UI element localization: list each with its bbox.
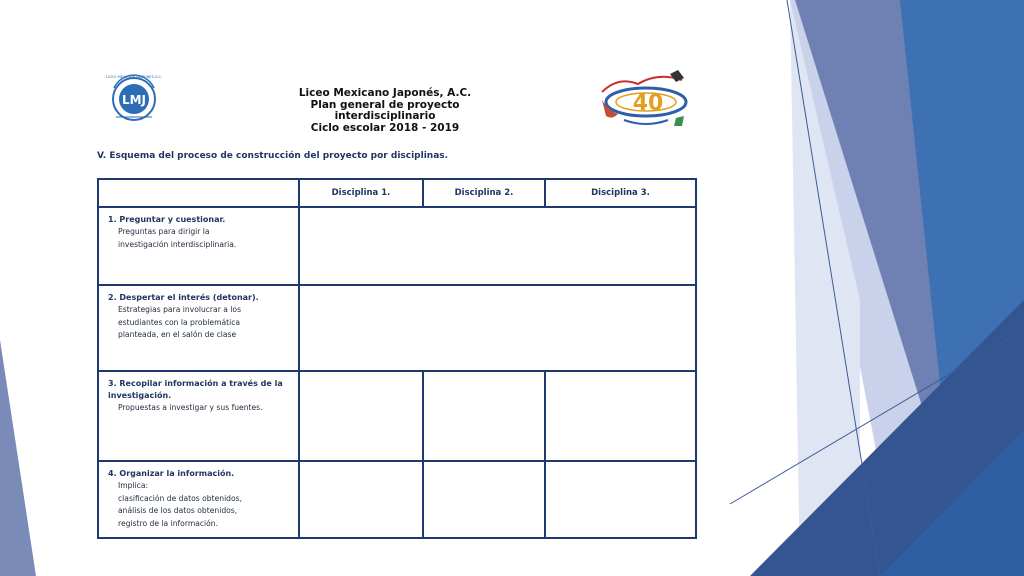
column-header: Disciplina 3.: [545, 179, 696, 207]
merged-input-cell[interactable]: [299, 285, 696, 371]
row-title: 2. Despertar el interés (detonar).: [108, 293, 259, 302]
institution-name: Liceo Mexicano Japonés, A.C.: [298, 87, 472, 99]
discipline-1-cell[interactable]: [299, 461, 423, 538]
row-label-cell: [98, 207, 299, 285]
row-detail: Implica: clasificación de datos obtenidos, análisis de los datos obtenidos, registro de la información.: [118, 481, 243, 528]
table-row: [98, 371, 696, 461]
merged-input-cell[interactable]: [299, 207, 696, 285]
liceo-logo: [106, 72, 162, 124]
discipline-3-cell[interactable]: [545, 371, 696, 461]
row-label-cell: [98, 461, 299, 538]
table-header-row: [98, 179, 696, 207]
row-detail: Propuestas a investigar y sus fuentes.: [118, 403, 263, 412]
logo-text: LICEO MEXICANO JAPONÉS A.C.: [106, 75, 162, 79]
logo-monogram: LMJ: [121, 93, 147, 107]
process-table: [97, 178, 697, 539]
discipline-2-cell[interactable]: [423, 371, 545, 461]
left-edge-shape: [0, 340, 36, 576]
discipline-1-cell[interactable]: [299, 371, 423, 461]
discipline-3-cell[interactable]: [545, 461, 696, 538]
row-detail: Estrategias para involucrar a los estudiantes con la problemática planteada, en el salón de clase: [118, 305, 242, 339]
row-title: 4. Organizar la información.: [108, 469, 235, 478]
column-header: Disciplina 1.: [299, 179, 423, 207]
row-title: 1. Preguntar y cuestionar.: [108, 215, 226, 224]
empty-corner-cell: [98, 179, 299, 207]
table-row: [98, 461, 696, 538]
table-row: [98, 207, 696, 285]
row-label-cell: [98, 371, 299, 461]
anniversary-logo: [598, 70, 694, 132]
document-header: [270, 88, 500, 134]
section-title: V. Esquema del proceso de construcción del proyecto por disciplinas.: [97, 151, 449, 161]
row-detail: Preguntas para dirigir la investigación interdisciplinaria.: [118, 227, 237, 249]
table-row: [98, 285, 696, 371]
row-title: 3. Recopilar información a través de la investigación.: [108, 379, 283, 400]
row-label-cell: [98, 285, 299, 371]
anniversary-number: 40: [632, 91, 664, 116]
discipline-2-cell[interactable]: [423, 461, 545, 538]
column-header: Disciplina 2.: [423, 179, 545, 207]
plan-title: Plan general de proyecto interdisciplinario: [310, 98, 460, 122]
school-cycle: Ciclo escolar 2018 - 2019: [310, 121, 460, 134]
